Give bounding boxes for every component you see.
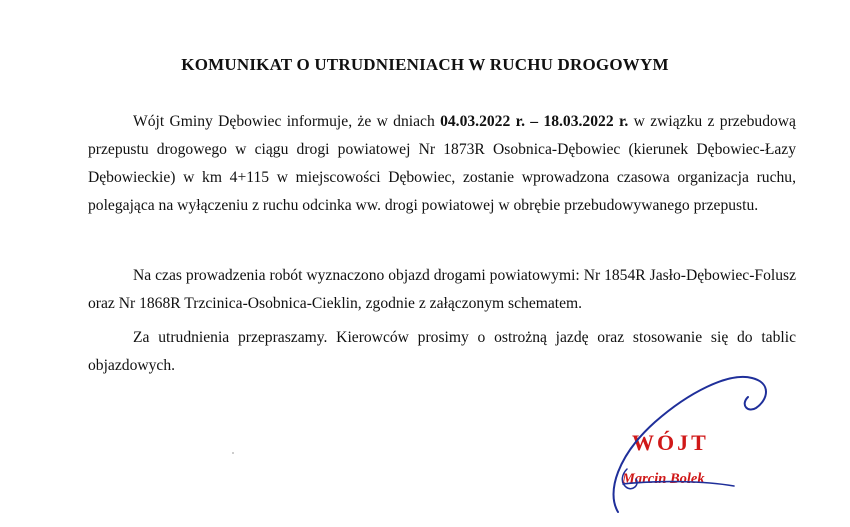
paragraph-announcement bbox=[88, 108, 796, 220]
date-dash: – bbox=[524, 113, 544, 130]
detour-text: Na czas prowadzenia robót wyznaczono objazd drogami powiatowymi: Nr 1854R Jasło-Dębowiec-Folusz oraz Nr 1868R Trzcinica-Osobnica-Cieklin, zgodnie z załączonym schematem. bbox=[88, 267, 796, 312]
scan-speck bbox=[232, 452, 234, 454]
announcement-details: w związku z przebudową przepustu drogowego w ciągu drogi powiatowej Nr 1873R Osobnica-Dębowiec (kierunek Dębowiec-Łazy Dębowieckie) w km 4+115 w miejscowości Dębowiec, zostanie wprowadzona czasowa organizacja ruchu, polegająca na wyłączeniu z ruchu odcinka ww. drogi powiatowej w obrębie przebudowywanego przepustu. bbox=[88, 113, 796, 214]
date-to: 18.03.2022 r. bbox=[543, 113, 629, 130]
date-from: 04.03.2022 r. bbox=[440, 113, 525, 130]
announcement-intro: Wójt Gminy Dębowiec informuje, że w dniach bbox=[133, 113, 441, 130]
signature-stamp-name: Marcin Bolek bbox=[622, 471, 705, 487]
apology-text: Za utrudnienia przepraszamy. Kierowców prosimy o ostrożną jazdę oraz stosowanie się do tablic objazdowych. bbox=[88, 329, 796, 374]
signature-stamp-title: WÓJT bbox=[632, 430, 709, 455]
document-title: KOMUNIKAT O UTRUDNIENIACH W RUCHU DROGOWYM bbox=[181, 55, 669, 74]
paragraph-detour bbox=[88, 262, 796, 318]
paragraph-apology bbox=[88, 324, 796, 380]
